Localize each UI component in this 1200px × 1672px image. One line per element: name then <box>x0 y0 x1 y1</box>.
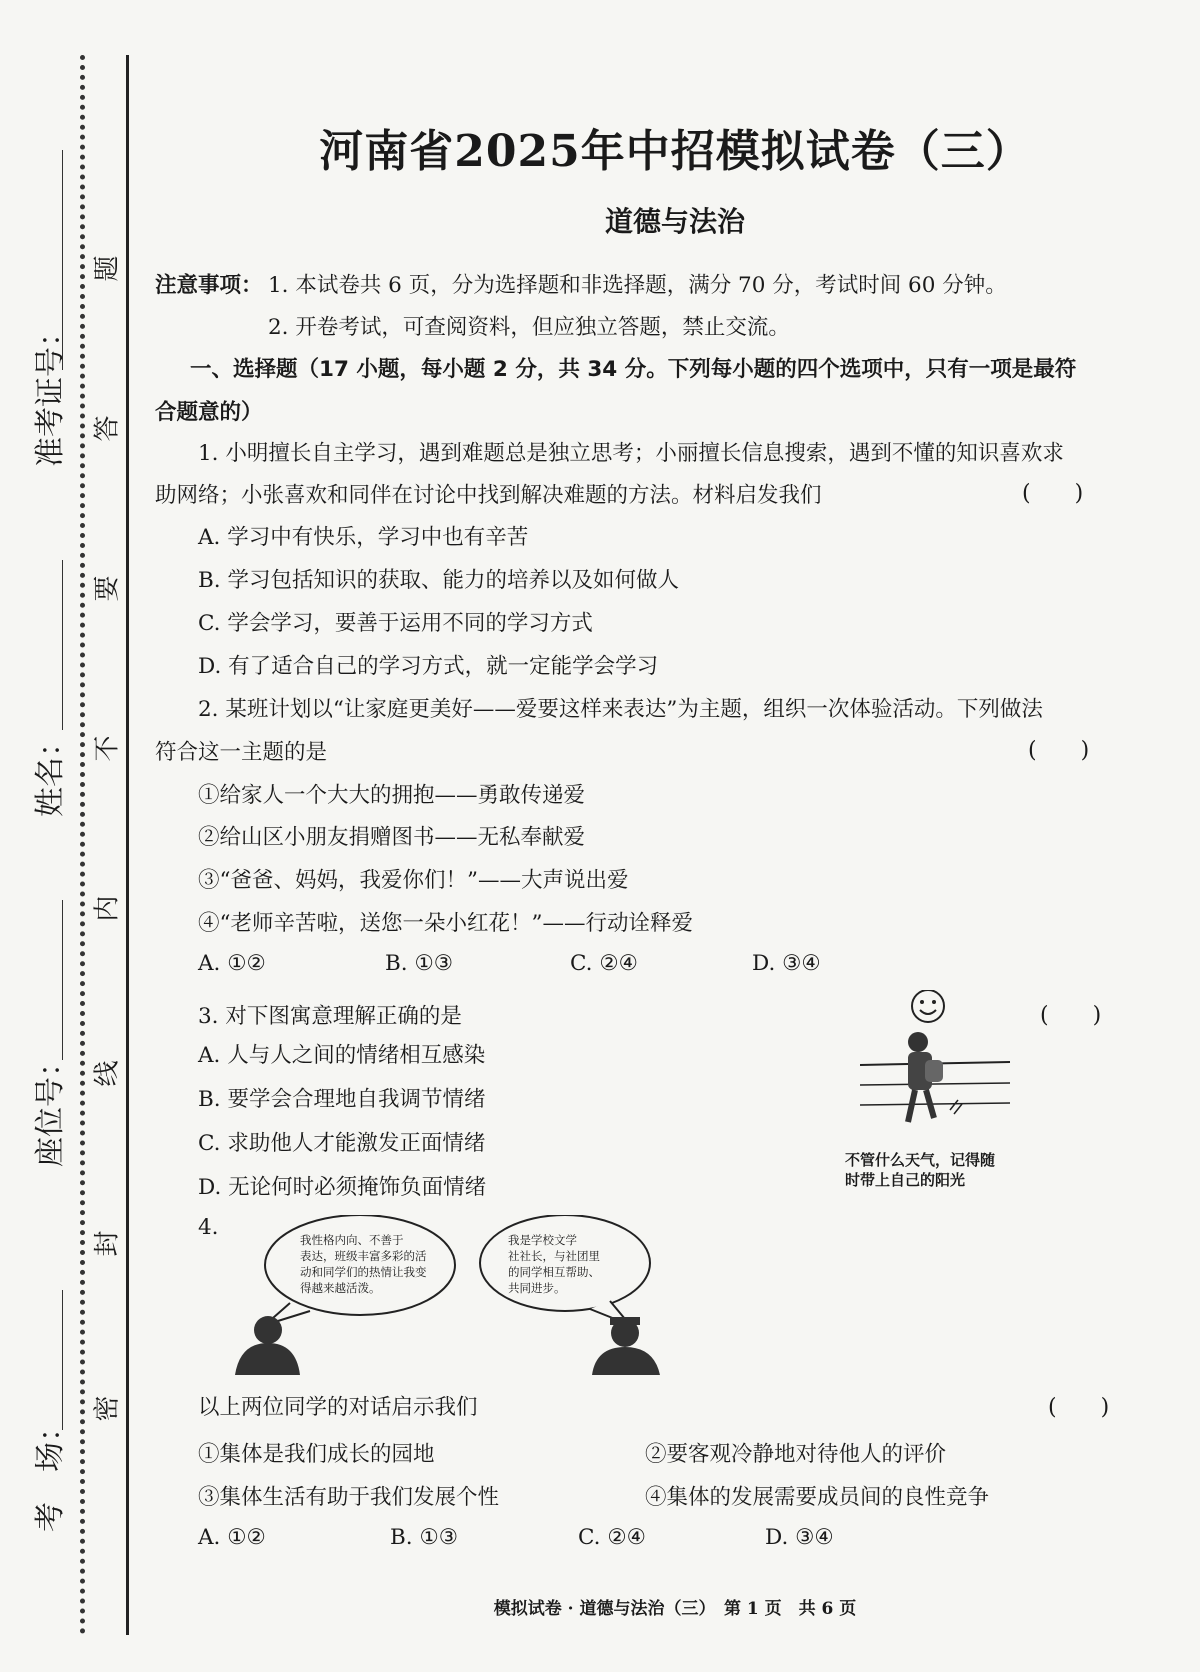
section-heading-cont: 合题意的） <box>155 400 263 425</box>
q3-option-c[interactable]: C. 求助他人才能激发正面情绪 <box>198 1131 486 1156</box>
q3-option-b[interactable]: B. 要学会合理地自我调节情绪 <box>198 1087 486 1112</box>
speech-bubble-left <box>300 1232 427 1296</box>
q1-stem-cont: 助网络；小张喜欢和同伴在讨论中找到解决难题的方法。材料启发我们 <box>155 483 822 508</box>
q1-answer-blank[interactable]: ( ) <box>1022 481 1084 506</box>
q2-item-4: ④“老师辛苦啦，送您一朵小红花！”——行动诠释爱 <box>198 911 693 936</box>
q4-item-4: ④集体的发展需要成员间的良性竞争 <box>645 1485 990 1510</box>
binding-line <box>126 55 129 1635</box>
q2-choice-a[interactable]: A. ①② <box>198 951 266 976</box>
q4-choice-d[interactable]: D. ③④ <box>765 1525 834 1550</box>
seal-char: 封 <box>92 1230 123 1257</box>
notes-line-2: 2. 开卷考试，可查阅资料，但应独立答题，禁止交流。 <box>268 315 790 340</box>
caption-line-1: 不管什么天气，记得随 <box>845 1151 996 1169</box>
q2-item-3: ③“爸爸、妈妈，我爱你们！”——大声说出爱 <box>198 868 629 893</box>
bubble-line: 社社长，与社团里 <box>508 1249 600 1263</box>
seal-char: 答 <box>92 415 123 442</box>
q4-stem: 以上两位同学的对话启示我们 <box>198 1395 478 1420</box>
q4-choice-c[interactable]: C. ②④ <box>578 1525 646 1550</box>
seal-char: 内 <box>92 895 123 922</box>
bubble-line: 我是学校文学 <box>508 1233 577 1247</box>
q2-item-2: ②给山区小朋友捐赠图书——无私奉献爱 <box>198 825 586 850</box>
q2-choice-d[interactable]: D. ③④ <box>752 951 821 976</box>
bubble-line: 我性格内向、不善于 <box>300 1233 404 1247</box>
bubble-line: 表达，班级丰富多彩的活 <box>300 1249 427 1263</box>
bubble-line: 共同进步。 <box>508 1281 566 1295</box>
bubble-line: 的同学相互帮助、 <box>508 1265 600 1279</box>
subject-title: 道德与法治 <box>604 205 745 238</box>
speech-bubble-right <box>508 1232 600 1296</box>
seal-char: 不 <box>92 735 123 762</box>
q4-choice-a[interactable]: A. ①② <box>198 1525 266 1550</box>
q4-item-3: ③集体生活有助于我们发展个性 <box>198 1485 500 1510</box>
q3-answer-blank[interactable]: ( ) <box>1040 1003 1102 1028</box>
q2-answer-blank[interactable]: ( ) <box>1028 738 1090 763</box>
name-label: 姓名： <box>33 727 68 817</box>
exam-id-label: 准考证号： <box>33 317 68 467</box>
q3-option-d[interactable]: D. 无论何时必须掩饰负面情绪 <box>198 1175 487 1200</box>
cartoon-caption <box>845 1150 1045 1190</box>
section-heading: 一、选择题（17 小题，每小题 2 分，共 34 分。下列每小题的四个选项中，只有一项是最符 <box>190 357 1077 382</box>
q2-item-1: ①给家人一个大大的拥抱——勇敢传递爱 <box>198 783 586 808</box>
page-footer: 模拟试卷 · 道德与法治（三） 第 1 页 共 6 页 <box>493 1599 857 1619</box>
q1-stem: 1. 小明擅长自主学习，遇到难题总是独立思考；小丽擅长信息搜索，遇到不懂的知识喜欢求 <box>198 441 1064 466</box>
q4-item-2: ②要客观冷静地对待他人的评价 <box>645 1442 947 1467</box>
exam-room-label: 考 场： <box>33 1412 68 1532</box>
q4-choice-b[interactable]: B. ①③ <box>390 1525 459 1550</box>
q3-stem: 3. 对下图寓意理解正确的是 <box>198 1004 462 1029</box>
q3-option-a[interactable]: A. 人与人之间的情绪相互感染 <box>198 1043 486 1068</box>
q1-option-d[interactable]: D. 有了适合自己的学习方式，就一定能学会学习 <box>198 654 659 679</box>
seat-field[interactable] <box>62 900 63 1060</box>
q2-stem-cont: 符合这一主题的是 <box>155 740 328 765</box>
q1-option-b[interactable]: B. 学习包括知识的获取、能力的培养以及如何做人 <box>198 568 679 593</box>
q2-stem: 2. 某班计划以“让家庭更美好——爱要这样来表达”为主题，组织一次体验活动。下列做法 <box>198 697 1043 722</box>
q1-option-c[interactable]: C. 学会学习，要善于运用不同的学习方式 <box>198 611 593 636</box>
seat-label: 座位号： <box>33 1047 68 1167</box>
q4-item-1: ①集体是我们成长的园地 <box>198 1442 435 1467</box>
bubble-line: 得越来越活泼。 <box>300 1281 381 1295</box>
seal-char: 要 <box>92 575 123 602</box>
q2-choice-c[interactable]: C. ②④ <box>570 951 638 976</box>
notes-label: 注意事项： <box>155 273 263 298</box>
exam-room-field[interactable] <box>62 1290 63 1430</box>
q2-choice-b[interactable]: B. ①③ <box>385 951 454 976</box>
exam-title: 河南省2025年中招模拟试卷（三） <box>319 126 1031 177</box>
seal-char: 密 <box>92 1395 123 1422</box>
q4-answer-blank[interactable]: ( ) <box>1048 1395 1110 1420</box>
notes-line-1: 1. 本试卷共 6 页，分为选择题和非选择题，满分 70 分，考试时间 60 分钟。 <box>268 273 1007 298</box>
dotted-cut-line <box>80 55 85 1635</box>
q1-option-a[interactable]: A. 学习中有快乐，学习中也有辛苦 <box>198 525 529 550</box>
dialogue-illustration <box>230 1215 670 1375</box>
bubble-line: 动和同学们的热情让我变 <box>300 1265 427 1279</box>
name-field[interactable] <box>62 560 63 730</box>
seal-char: 线 <box>92 1060 123 1087</box>
q4-number: 4. <box>198 1215 219 1240</box>
caption-line-2: 时带上自己的阳光 <box>845 1171 966 1189</box>
seal-char: 题 <box>92 255 123 282</box>
exam-id-field[interactable] <box>62 150 63 370</box>
